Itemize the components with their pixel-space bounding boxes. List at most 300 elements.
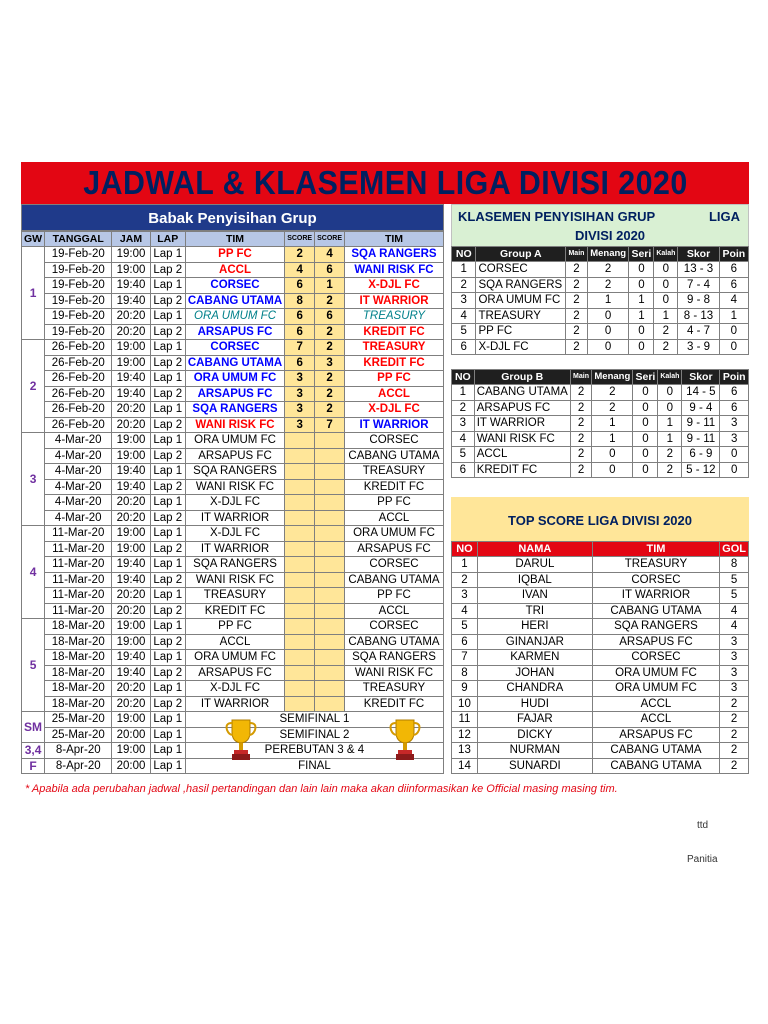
played-cell: 2 [570, 462, 591, 478]
time-cell: 19:00 [112, 448, 150, 464]
date-cell: 11-Mar-20 [45, 588, 112, 604]
group-header-row [452, 370, 749, 385]
lap-cell: Lap 2 [150, 541, 185, 557]
rank-cell: 4 [452, 431, 475, 447]
time-cell: 20:20 [112, 681, 150, 697]
header-team-home: TIM [185, 232, 284, 247]
schedule-table [21, 231, 444, 774]
rank-cell: 3 [452, 588, 478, 604]
top-header-tim: TIM [592, 542, 719, 557]
header-lap: LAP [150, 232, 185, 247]
team-cell: SQA RANGERS [592, 619, 719, 635]
header-gw: GW [22, 232, 45, 247]
date-cell: 26-Feb-20 [45, 402, 112, 418]
player-cell: IQBAL [477, 572, 592, 588]
rank-cell: 5 [452, 619, 478, 635]
lap-cell: Lap 1 [150, 278, 185, 294]
table-row [22, 247, 444, 263]
table-row [452, 619, 749, 635]
lap-cell: Lap 1 [150, 588, 185, 604]
time-cell: 20:20 [112, 417, 150, 433]
away-score-cell [315, 541, 345, 557]
header-score-home: SCORE [285, 232, 315, 247]
player-cell: IVAN [477, 588, 592, 604]
final-match-label: FINAL [185, 758, 443, 774]
away-team-cell: CORSEC [345, 433, 444, 449]
lost-cell: 2 [658, 447, 682, 463]
lap-cell: Lap 1 [150, 758, 185, 774]
away-team-cell: CORSEC [345, 557, 444, 573]
team-cell: PP FC [476, 324, 566, 340]
played-cell: 2 [566, 324, 588, 340]
points-cell: 4 [719, 293, 748, 309]
rank-cell: 7 [452, 650, 478, 666]
time-cell: 19:40 [112, 650, 150, 666]
team-cell: TREASURY [592, 557, 719, 573]
draw-cell: 0 [633, 416, 658, 432]
rank-cell: 4 [452, 603, 478, 619]
rank-cell: 8 [452, 665, 478, 681]
team-cell: IT WARRIOR [474, 416, 570, 432]
goals-cell: 2 [720, 743, 749, 759]
time-cell: 19:40 [112, 479, 150, 495]
away-score-cell: 2 [315, 402, 345, 418]
away-team-cell: ARSAPUS FC [345, 541, 444, 557]
table-row [452, 277, 749, 293]
date-cell: 18-Mar-20 [45, 696, 112, 712]
date-cell: 4-Mar-20 [45, 510, 112, 526]
time-cell: 19:00 [112, 526, 150, 542]
table-row [452, 385, 749, 401]
player-cell: FAJAR [477, 712, 592, 728]
header-poin: Poin [719, 247, 748, 262]
rank-cell: 6 [452, 339, 476, 355]
away-score-cell [315, 619, 345, 635]
table-row [22, 681, 444, 697]
goals-cell: 2 [720, 696, 749, 712]
time-cell: 19:00 [112, 247, 150, 263]
home-team-cell: IT WARRIOR [185, 541, 284, 557]
table-row [452, 431, 749, 447]
lap-cell: Lap 1 [150, 433, 185, 449]
team-cell: ORA UMUM FC [592, 665, 719, 681]
table-row [22, 510, 444, 526]
top-score-table [451, 541, 749, 774]
table-row [452, 743, 749, 759]
away-team-cell: X-DJL FC [345, 402, 444, 418]
goals-cell: 3 [720, 634, 749, 650]
home-team-cell: ARSAPUS FC [185, 324, 284, 340]
date-cell: 11-Mar-20 [45, 572, 112, 588]
lap-cell: Lap 1 [150, 340, 185, 356]
table-row [22, 464, 444, 480]
won-cell: 1 [587, 293, 629, 309]
player-cell: KARMEN [477, 650, 592, 666]
lost-cell: 0 [658, 385, 682, 401]
date-cell: 4-Mar-20 [45, 433, 112, 449]
home-team-cell: WANI RISK FC [185, 417, 284, 433]
away-team-cell: TREASURY [345, 464, 444, 480]
rank-cell: 10 [452, 696, 478, 712]
team-cell: ORA UMUM FC [476, 293, 566, 309]
lap-cell: Lap 2 [150, 355, 185, 371]
home-team-cell: ACCL [185, 634, 284, 650]
away-score-cell [315, 588, 345, 604]
away-score-cell: 4 [315, 247, 345, 263]
draw-cell: 0 [629, 339, 654, 355]
lost-cell: 2 [658, 462, 682, 478]
played-cell: 2 [570, 400, 591, 416]
date-cell: 8-Apr-20 [45, 758, 112, 774]
date-cell: 4-Mar-20 [45, 464, 112, 480]
away-score-cell [315, 495, 345, 511]
header-score-away: SCORE [315, 232, 345, 247]
top-score-title: TOP SCORE LIGA DIVISI 2020 [451, 497, 749, 544]
table-row [22, 293, 444, 309]
table-row [452, 462, 749, 478]
away-team-cell: ACCL [345, 603, 444, 619]
trophy-icon [224, 716, 258, 762]
header-team-away: TIM [345, 232, 444, 247]
rank-cell: 5 [452, 324, 476, 340]
team-cell: CABANG UTAMA [474, 385, 570, 401]
draw-cell: 0 [633, 400, 658, 416]
table-row [22, 278, 444, 294]
away-score-cell: 2 [315, 371, 345, 387]
goals-cell: 3 [720, 665, 749, 681]
table-row [22, 448, 444, 464]
team-cell: CORSEC [592, 572, 719, 588]
home-team-cell: X-DJL FC [185, 495, 284, 511]
home-team-cell: CORSEC [185, 340, 284, 356]
header-skor: Skor [682, 370, 720, 385]
draw-cell: 0 [629, 262, 654, 278]
table-row [452, 696, 749, 712]
draw-cell: 0 [629, 277, 654, 293]
home-team-cell: WANI RISK FC [185, 572, 284, 588]
away-score-cell: 3 [315, 355, 345, 371]
home-score-cell [285, 526, 315, 542]
table-row [22, 665, 444, 681]
team-cell: SQA RANGERS [476, 277, 566, 293]
header-seri: Seri [633, 370, 658, 385]
home-score-cell: 3 [285, 386, 315, 402]
table-row [452, 650, 749, 666]
rank-cell: 2 [452, 277, 476, 293]
header-skor: Skor [678, 247, 719, 262]
home-team-cell: IT WARRIOR [185, 510, 284, 526]
goals-cell: 6 - 9 [682, 447, 720, 463]
played-cell: 2 [570, 431, 591, 447]
goals-cell: 4 [720, 603, 749, 619]
home-score-cell: 7 [285, 340, 315, 356]
player-cell: DICKY [477, 727, 592, 743]
team-cell: CABANG UTAMA [592, 743, 719, 759]
header-seri: Seri [629, 247, 654, 262]
won-cell: 0 [587, 324, 629, 340]
time-cell: 19:00 [112, 433, 150, 449]
away-score-cell: 2 [315, 324, 345, 340]
table-row [22, 526, 444, 542]
away-score-cell [315, 696, 345, 712]
home-score-cell [285, 588, 315, 604]
home-team-cell: SQA RANGERS [185, 464, 284, 480]
team-cell: IT WARRIOR [592, 588, 719, 604]
date-cell: 11-Mar-20 [45, 557, 112, 573]
away-team-cell: IT WARRIOR [345, 417, 444, 433]
goals-cell: 9 - 4 [682, 400, 720, 416]
top-header-nama: NAMA [477, 542, 592, 557]
date-cell: 26-Feb-20 [45, 417, 112, 433]
date-cell: 11-Mar-20 [45, 526, 112, 542]
date-cell: 18-Mar-20 [45, 619, 112, 635]
home-score-cell [285, 541, 315, 557]
player-cell: TRI [477, 603, 592, 619]
table-row [22, 557, 444, 573]
time-cell: 19:00 [112, 619, 150, 635]
rank-cell: 2 [452, 400, 475, 416]
table-row [22, 541, 444, 557]
date-cell: 4-Mar-20 [45, 495, 112, 511]
schedule-section [21, 204, 444, 774]
away-team-cell: ACCL [345, 386, 444, 402]
home-team-cell: X-DJL FC [185, 526, 284, 542]
date-cell: 4-Mar-20 [45, 479, 112, 495]
team-cell: ACCL [474, 447, 570, 463]
home-score-cell [285, 603, 315, 619]
header-no: NO [452, 247, 476, 262]
player-cell: HUDI [477, 696, 592, 712]
goals-cell: 8 [720, 557, 749, 573]
standings-title-line1: KLASEMEN PENYISIHAN GRUP [458, 209, 656, 224]
away-score-cell: 6 [315, 262, 345, 278]
points-cell: 3 [720, 431, 749, 447]
table-row [452, 603, 749, 619]
rank-cell: 3 [452, 293, 476, 309]
away-score-cell [315, 681, 345, 697]
final-match-label: SEMIFINAL 1 [185, 712, 443, 728]
won-cell: 0 [592, 447, 633, 463]
team-cell: WANI RISK FC [474, 431, 570, 447]
table-row [452, 416, 749, 432]
lap-cell: Lap 2 [150, 603, 185, 619]
date-cell: 19-Feb-20 [45, 293, 112, 309]
points-cell: 6 [719, 262, 748, 278]
home-score-cell: 3 [285, 402, 315, 418]
won-cell: 0 [592, 462, 633, 478]
home-team-cell: SQA RANGERS [185, 402, 284, 418]
goals-cell: 3 [720, 681, 749, 697]
home-team-cell: CABANG UTAMA [185, 355, 284, 371]
date-cell: 26-Feb-20 [45, 340, 112, 356]
away-team-cell: CORSEC [345, 619, 444, 635]
away-score-cell [315, 634, 345, 650]
home-score-cell [285, 619, 315, 635]
draw-cell: 0 [633, 385, 658, 401]
home-score-cell [285, 557, 315, 573]
lap-cell: Lap 2 [150, 510, 185, 526]
rank-cell: 4 [452, 308, 476, 324]
points-cell: 6 [720, 400, 749, 416]
time-cell: 20:00 [112, 758, 150, 774]
home-score-cell [285, 650, 315, 666]
away-score-cell: 2 [315, 386, 345, 402]
away-score-cell [315, 650, 345, 666]
date-cell: 8-Apr-20 [45, 743, 112, 759]
lost-cell: 0 [658, 400, 682, 416]
goals-cell: 8 - 13 [678, 308, 719, 324]
lost-cell: 0 [654, 293, 678, 309]
points-cell: 3 [720, 416, 749, 432]
home-team-cell: ORA UMUM FC [185, 433, 284, 449]
away-score-cell [315, 572, 345, 588]
lap-cell: Lap 1 [150, 495, 185, 511]
table-row [452, 262, 749, 278]
away-score-cell [315, 557, 345, 573]
away-team-cell: KREDIT FC [345, 355, 444, 371]
draw-cell: 0 [633, 431, 658, 447]
group-header-row [452, 247, 749, 262]
lap-cell: Lap 1 [150, 557, 185, 573]
header-poin: Poin [720, 370, 749, 385]
table-row [22, 355, 444, 371]
time-cell: 19:00 [112, 634, 150, 650]
away-score-cell: 2 [315, 293, 345, 309]
won-cell: 2 [592, 400, 633, 416]
lap-cell: Lap 2 [150, 696, 185, 712]
goals-cell: 2 [720, 727, 749, 743]
won-cell: 0 [587, 339, 629, 355]
goals-cell: 13 - 3 [678, 262, 719, 278]
time-cell: 19:40 [112, 557, 150, 573]
player-cell: DARUL [477, 557, 592, 573]
date-cell: 26-Feb-20 [45, 355, 112, 371]
played-cell: 2 [570, 416, 591, 432]
table-row [452, 665, 749, 681]
draw-cell: 0 [633, 462, 658, 478]
table-row [452, 447, 749, 463]
home-score-cell [285, 495, 315, 511]
draw-cell: 0 [633, 447, 658, 463]
header-kalah: Kalah [654, 247, 678, 262]
away-team-cell: KREDIT FC [345, 324, 444, 340]
team-cell: TREASURY [476, 308, 566, 324]
lap-cell: Lap 2 [150, 417, 185, 433]
table-row [22, 402, 444, 418]
rank-cell: 6 [452, 462, 475, 478]
lap-cell: Lap 2 [150, 324, 185, 340]
date-cell: 25-Mar-20 [45, 712, 112, 728]
rank-cell: 13 [452, 743, 478, 759]
date-cell: 25-Mar-20 [45, 727, 112, 743]
lap-cell: Lap 2 [150, 665, 185, 681]
away-score-cell [315, 603, 345, 619]
table-row [22, 262, 444, 278]
schedule-header-row [22, 232, 444, 247]
played-cell: 2 [566, 262, 588, 278]
final-match-label: SEMIFINAL 2 [185, 727, 443, 743]
home-score-cell: 6 [285, 278, 315, 294]
time-cell: 19:40 [112, 464, 150, 480]
top-header-gol: GOL [720, 542, 749, 557]
table-row [452, 758, 749, 774]
gw-cell: 3,4 [22, 743, 45, 759]
away-team-cell: WANI RISK FC [345, 665, 444, 681]
points-cell: 0 [720, 447, 749, 463]
player-cell: HERI [477, 619, 592, 635]
team-cell: ARSAPUS FC [592, 727, 719, 743]
final-match-label: PEREBUTAN 3 & 4 [185, 743, 443, 759]
goals-cell: 5 [720, 572, 749, 588]
table-row [22, 386, 444, 402]
team-cell: ARSAPUS FC [474, 400, 570, 416]
time-cell: 20:20 [112, 603, 150, 619]
lap-cell: Lap 1 [150, 464, 185, 480]
group-table [451, 369, 749, 478]
table-row [22, 371, 444, 387]
goals-cell: 2 [720, 712, 749, 728]
team-cell: ARSAPUS FC [592, 634, 719, 650]
table-row [22, 417, 444, 433]
home-team-cell: ORA UMUM FC [185, 309, 284, 325]
team-cell: X-DJL FC [476, 339, 566, 355]
top-score-section [451, 497, 749, 774]
home-team-cell: CABANG UTAMA [185, 293, 284, 309]
time-cell: 19:00 [112, 743, 150, 759]
header-no: NO [452, 370, 475, 385]
date-cell: 26-Feb-20 [45, 386, 112, 402]
time-cell: 19:00 [112, 712, 150, 728]
goals-cell: 3 [720, 650, 749, 666]
table-row [452, 727, 749, 743]
time-cell: 20:20 [112, 309, 150, 325]
goals-cell: 4 [720, 619, 749, 635]
played-cell: 2 [566, 293, 588, 309]
points-cell: 6 [719, 277, 748, 293]
away-team-cell: SQA RANGERS [345, 247, 444, 263]
gw-cell: 1 [22, 247, 45, 340]
group-table [451, 246, 749, 355]
played-cell: 2 [570, 385, 591, 401]
group-name: Group A [476, 247, 566, 262]
time-cell: 19:40 [112, 293, 150, 309]
lap-cell: Lap 1 [150, 247, 185, 263]
home-score-cell: 6 [285, 309, 315, 325]
footnote: * Apabila ada perubahan jadwal ,hasil pertandingan dan lain lain maka akan diinformasikan ke Official masing masing tim. [25, 783, 618, 795]
date-cell: 18-Mar-20 [45, 650, 112, 666]
points-cell: 6 [720, 385, 749, 401]
home-team-cell: SQA RANGERS [185, 557, 284, 573]
team-cell: ACCL [592, 712, 719, 728]
player-cell: JOHAN [477, 665, 592, 681]
top-header-no: NO [452, 542, 478, 557]
away-score-cell [315, 510, 345, 526]
away-score-cell [315, 448, 345, 464]
home-score-cell: 2 [285, 247, 315, 263]
lap-cell: Lap 1 [150, 526, 185, 542]
away-team-cell: SQA RANGERS [345, 650, 444, 666]
lap-cell: Lap 2 [150, 293, 185, 309]
table-row [22, 619, 444, 635]
table-row [22, 650, 444, 666]
time-cell: 20:20 [112, 324, 150, 340]
header-main: Main [570, 370, 591, 385]
won-cell: 1 [592, 431, 633, 447]
date-cell: 19-Feb-20 [45, 324, 112, 340]
lap-cell: Lap 1 [150, 712, 185, 728]
date-cell: 18-Mar-20 [45, 634, 112, 650]
table-row [22, 603, 444, 619]
